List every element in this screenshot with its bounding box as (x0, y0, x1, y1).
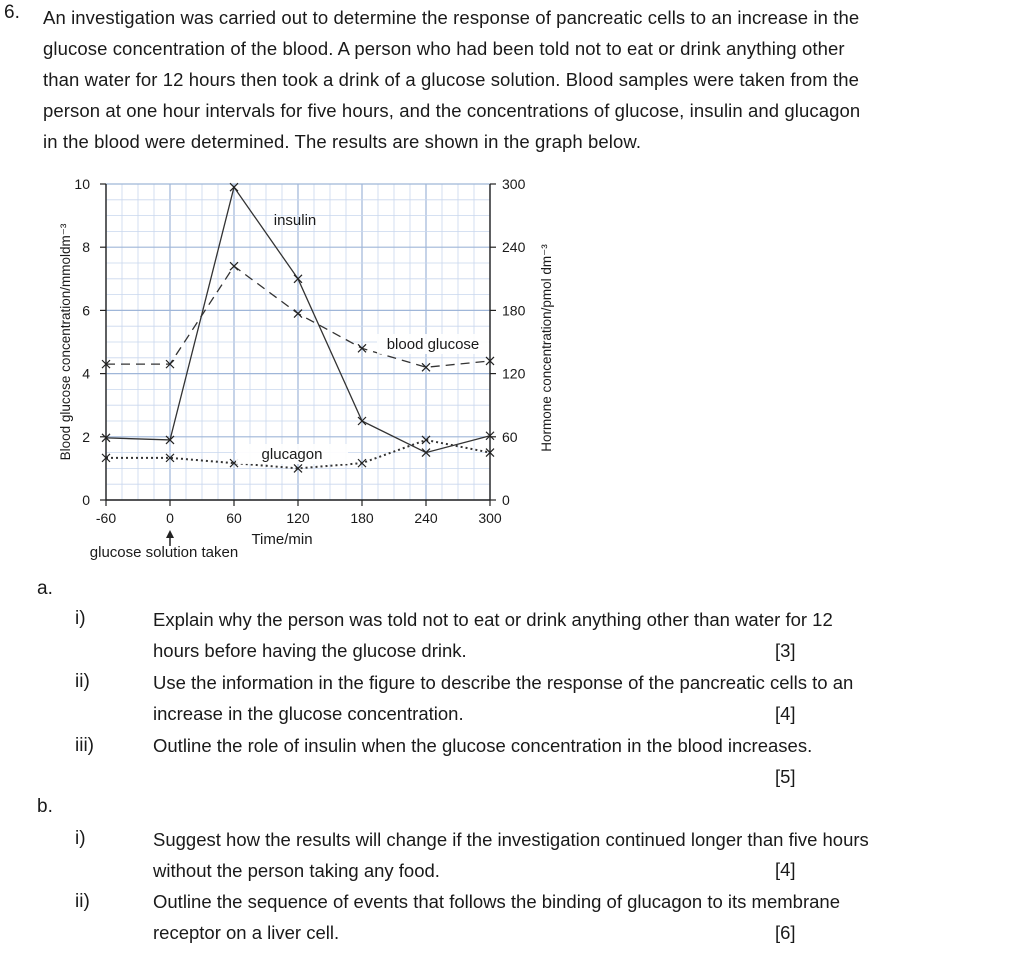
y-left-tick-label: 0 (82, 492, 90, 508)
part-a-iii-marks: [5] (775, 766, 796, 787)
y-left-tick-label: 8 (82, 239, 90, 256)
y-right-tick-label: 0 (502, 492, 510, 508)
y-right-tick-label: 60 (502, 428, 518, 445)
y-right-tick-label: 120 (502, 365, 526, 382)
y-left-tick-label: 6 (82, 302, 90, 319)
question-line: Outline the role of insulin when the glucose concentration in the blood increases. (153, 735, 813, 756)
intro-line: than water for 12 hours then took a drink of a glucose solution. Blood samples were taken from the (43, 69, 860, 90)
question-line: hours before having the glucose drink. (153, 640, 467, 661)
question-line: without the person taking any food. (153, 860, 440, 881)
y-left-tick-label: 10 (74, 176, 90, 192)
part-a-label: a. (37, 578, 53, 599)
x-tick-label: 300 (478, 510, 502, 526)
part-b-label: b. (37, 796, 53, 817)
intro-line: in the blood were determined. The results are shown in the graph below. (43, 131, 642, 152)
part-b-ii-number: ii) (75, 891, 90, 912)
intro-line: glucose concentration of the blood. A person who had been told not to eat or drink anything other (43, 38, 845, 59)
question-line: Outline the sequence of events that follows the binding of glucagon to its membrane (153, 891, 840, 912)
x-tick-label: 0 (166, 510, 174, 526)
y-right-tick-label: 300 (502, 176, 526, 192)
part-a-ii-text (153, 667, 1003, 729)
part-b-i-text (153, 824, 1003, 886)
part-a-i-number: i) (75, 608, 86, 629)
y-left-tick-label: 4 (82, 365, 90, 382)
question-line: Use the information in the figure to describe the response of the pancreatic cells to an (153, 672, 854, 693)
question-number: 6. (4, 2, 20, 23)
intro-line: person at one hour intervals for five hours, and the concentrations of glucose, insulin and glucagon (43, 100, 861, 121)
x-tick-label: -60 (95, 510, 117, 526)
y-left-tick-label: 2 (82, 428, 90, 445)
y-right-tick-label: 240 (502, 239, 526, 256)
part-a-i-text (153, 604, 1003, 666)
question-line: receptor on a liver cell. (153, 922, 340, 943)
part-a-ii-number: ii) (75, 671, 90, 692)
y-right-axis-title: Hormone concentration/pmol dm⁻³ (539, 244, 554, 452)
annotation-label: glucose solution taken (89, 544, 239, 561)
question-line: Explain why the person was told not to eat or drink anything other than water for 12 (153, 609, 833, 630)
series-label: insulin (273, 212, 317, 229)
part-a-ii-marks: [4] (775, 703, 796, 724)
part-a-iii-number: iii) (75, 735, 94, 756)
question-line: increase in the glucose concentration. (153, 703, 464, 724)
series-label: glucagon (261, 446, 323, 463)
x-tick-label: 120 (286, 510, 310, 526)
x-tick-label: 240 (414, 510, 438, 526)
y-left-axis-title: Blood glucose concentration/mmoldm⁻³ (58, 223, 73, 461)
part-b-ii-text (153, 886, 1003, 948)
part-a-i-marks: [3] (775, 640, 796, 661)
glucose-hormone-chart (0, 160, 580, 570)
part-b-i-marks: [4] (775, 859, 796, 880)
x-axis-title: Time/min (251, 531, 313, 548)
part-b-ii-marks: [6] (775, 922, 796, 943)
x-tick-label: 180 (350, 510, 374, 526)
annotation-arrowhead (166, 530, 174, 538)
question-intro (43, 2, 1008, 157)
part-b-i-number: i) (75, 828, 86, 849)
series-label: blood glucose (386, 336, 480, 353)
x-tick-label: 60 (226, 510, 242, 526)
question-line: Suggest how the results will change if the investigation continued longer than five hours (153, 829, 869, 850)
y-right-tick-label: 180 (502, 302, 526, 319)
part-a-iii-text (153, 730, 1003, 761)
intro-line: An investigation was carried out to determine the response of pancreatic cells to an increase in the (43, 7, 860, 28)
chart-labels (58, 176, 554, 561)
